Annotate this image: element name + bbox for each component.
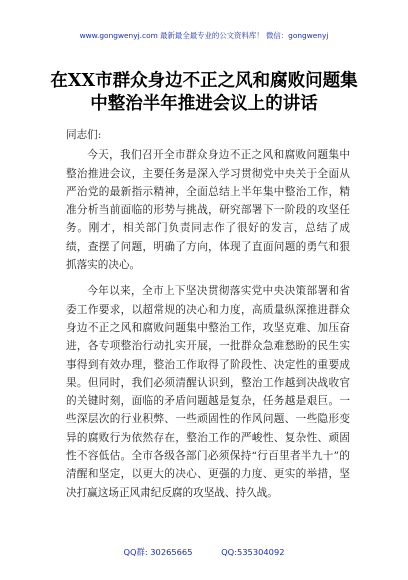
paragraph-1: 今天，我们召开全市群众身边不正之风和腐败问题集中整治推进会议，主要任务是深入学习贯彻党中央关于全面从严治党的最新指示精神，全面总结上半年集中整治工作，精准分析当前面临的形势与挑战，研究部署下一阶段的攻坚任务。刚才，相关部门负责同志作了很好的发言，总结了成绩，查摆了问题，明确了方向，体现了直面问题的勇气和狠抓落实的决心。 [66, 149, 350, 272]
page-footer [0, 546, 408, 558]
page-header-banner: www.gongwenyj.com 最新最全最专业的公文资料库！ 微信：gongwenyj [79, 31, 329, 40]
document-title [40, 70, 368, 116]
salutation: 同志们: [66, 129, 102, 141]
document-body [66, 126, 350, 502]
footer-qq-group: QQ群: 30265665 [123, 547, 193, 557]
title-line-2: 中整治半年推进会议上的讲话 [90, 94, 318, 114]
paragraph-2: 今年以来，全市上下坚决贯彻落实党中央决策部署和省委工作要求，以超常规的决心和力度，高质量纵深推进群众身边不正之风和腐败问题集中整治工作，攻坚克难、加压奋进，各专项整治行动扎实开展，一批群众急难愁盼的民生实事得到有效办理，整治工作取得了阶段性、决定性的重要成果。但同时，我们必须清醒认识到，整治工作越到决战收官的关键时刻，面临的矛盾问题越是复杂，任务越是艰巨。一些深层次的行业积弊、一些顽固性的作风问题、一些隐形变异的腐败行为依然存在，整治工作的严峻性、复杂性、顽固性不容低估。全市各级各部门必须保持“行百里者半九十”的清醒和坚定，以更大的决心、更强的力度、更实的举措，坚决打赢这场正风肃纪反腐的攻坚战、持久战。 [66, 285, 350, 499]
title-line-1: 在XX市群众身边不正之风和腐败问题集 [50, 71, 358, 91]
footer-qq: QQ:535304092 [221, 547, 285, 557]
